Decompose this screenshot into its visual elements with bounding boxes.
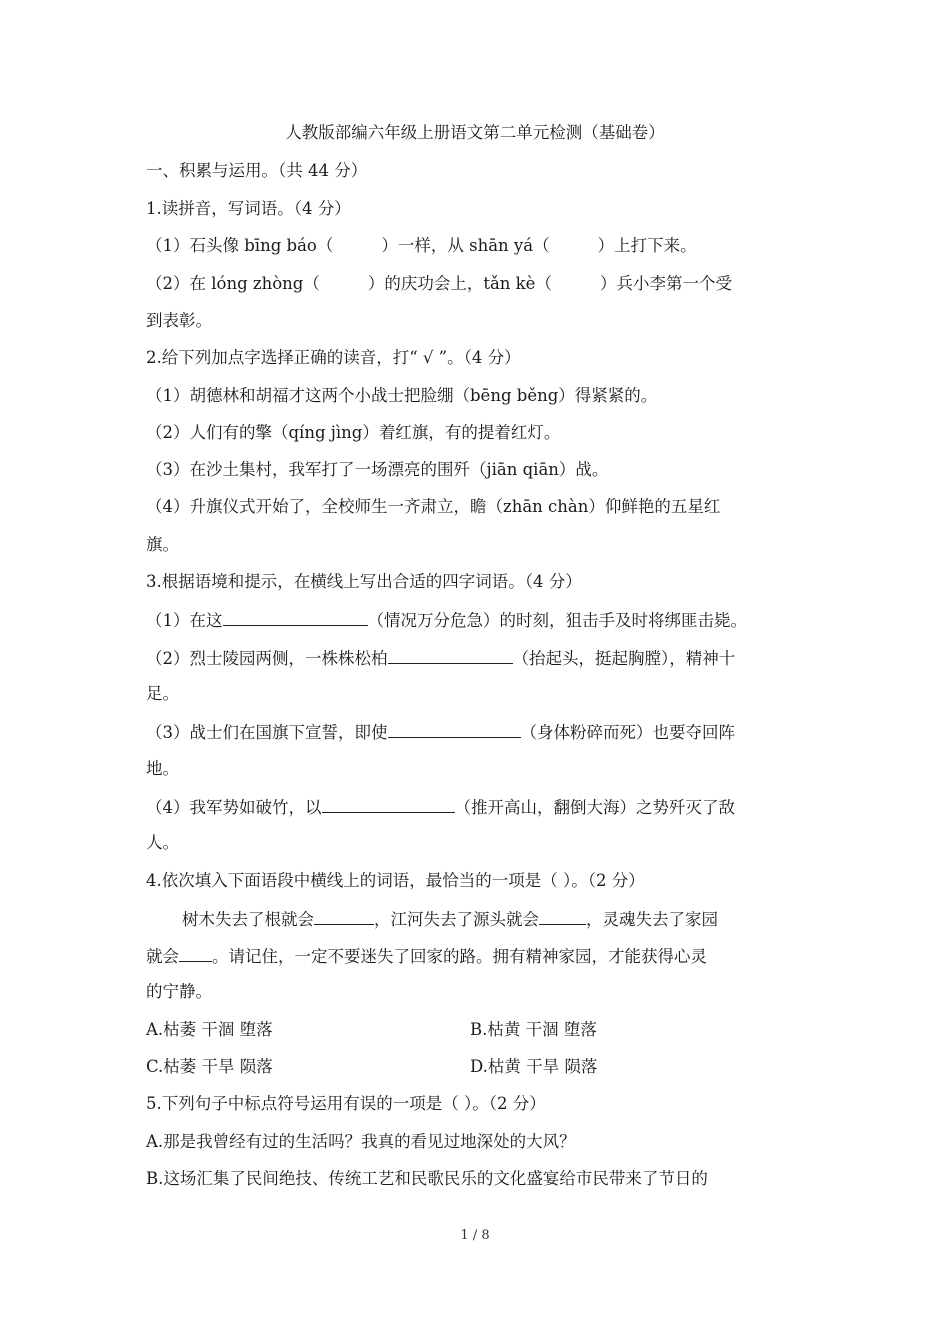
question-1-line-1 <box>146 235 697 257</box>
question-4-passage-line-2 <box>146 944 707 968</box>
text: （抬起头，挺起胸膛），精神十 <box>512 649 736 668</box>
text: （1）在这 <box>146 611 223 630</box>
question-3-item-2 <box>146 646 735 670</box>
question-3-item-4 <box>146 795 735 819</box>
section-heading: 一、积累与运用。（共 44 分） <box>146 161 368 180</box>
question-1-line-2 <box>146 273 732 295</box>
text: ）兵小李第一个受 <box>599 274 732 293</box>
question-4-option-c[interactable]: C.枯萎 干旱 陨落 <box>146 1057 273 1076</box>
question-4-passage-line-3: 的宁静。 <box>146 982 212 1001</box>
question-3-stem: 3.根据语境和提示，在横线上写出合适的四字词语。（4 分） <box>146 572 582 591</box>
text: （2）烈士陵园两侧，一株株松柏 <box>146 649 388 668</box>
text: （2）在 lóng zhòng（ <box>146 274 320 293</box>
answer-blank[interactable] <box>388 720 521 738</box>
question-5-stem: 5.下列句子中标点符号运用有误的一项是（ ）。（2 分） <box>146 1094 546 1113</box>
question-4-option-b[interactable]: B.枯黄 干涸 堕落 <box>470 1020 597 1039</box>
text: （身体粉碎而死）也要夺回阵 <box>520 723 735 742</box>
text: 树木失去了根就会 <box>182 910 314 929</box>
text: （情况万分危急）的时刻，狙击手及时将绑匪击毙。 <box>367 611 747 630</box>
question-2-stem: 2.给下列加点字选择正确的读音，打“ √ ”。（4 分） <box>146 348 521 367</box>
question-2-item-1: （1）胡德林和胡福才这两个小战士把脸绷（bēng běng）得紧紧的。 <box>146 386 658 405</box>
text: ，江河失去了源头就会 <box>374 910 539 929</box>
question-4-option-d[interactable]: D.枯黄 干旱 陨落 <box>470 1057 598 1076</box>
question-3-item-3-cont: 地。 <box>146 759 179 778</box>
answer-blank[interactable] <box>539 907 586 925</box>
text: （推开高山，翻倒大海）之势歼灭了敌 <box>454 798 735 817</box>
text: ）一样，从 shān yá（ <box>381 236 550 255</box>
text: 就会 <box>146 947 179 966</box>
question-2-item-3: （3）在沙土集村，我军打了一场漂亮的围歼（jiān qiān）战。 <box>146 460 609 479</box>
question-4-stem: 4.依次填入下面语段中横线上的词语，最恰当的一项是（ ）。（2 分） <box>146 871 645 890</box>
text: （4）我军势如破竹，以 <box>146 798 322 817</box>
document-title: 人教版部编六年级上册语文第二单元检测（基础卷） <box>285 123 665 142</box>
question-3-item-3 <box>146 720 735 744</box>
text: ）的庆功会上，tǎn kè（ <box>367 274 552 293</box>
answer-blank[interactable] <box>388 646 513 664</box>
question-3-item-1 <box>146 608 747 632</box>
question-2-item-2: （2）人们有的擎（qíng jìng）着红旗，有的提着红灯。 <box>146 423 561 442</box>
question-4-passage-line-1 <box>182 907 718 931</box>
question-3-item-2-cont: 足。 <box>146 684 179 703</box>
question-1-line-3: 到表彰。 <box>146 311 212 330</box>
text: （3）战士们在国旗下宣誓，即使 <box>146 723 388 742</box>
answer-blank[interactable] <box>223 608 368 626</box>
question-3-item-4-cont: 人。 <box>146 833 179 852</box>
text: ）上打下来。 <box>597 236 697 255</box>
question-2-item-4-cont: 旗。 <box>146 535 179 554</box>
question-2-item-4: （4）升旗仪式开始了，全校师生一齐肃立，瞻（zhān chàn）仰鲜艳的五星红 <box>146 497 721 516</box>
question-5-option-a[interactable]: A.那是我曾经有过的生活吗？我真的看见过地深处的大风？ <box>146 1132 576 1151</box>
question-5-option-b[interactable]: B.这场汇集了民间绝技、传统工艺和民歌民乐的文化盛宴给市民带来了节日的 <box>146 1169 708 1188</box>
text: ，灵魂失去了家园 <box>586 910 718 929</box>
question-4-option-a[interactable]: A.枯萎 干涸 堕落 <box>146 1020 273 1039</box>
answer-blank[interactable] <box>322 795 455 813</box>
answer-blank[interactable] <box>179 944 212 962</box>
text: 。请记住，一定不要迷失了回家的路。拥有精神家园，才能获得心灵 <box>212 947 707 966</box>
question-1-stem: 1.读拼音，写词语。（4 分） <box>146 199 351 218</box>
page-number: 1 / 8 <box>460 1228 490 1243</box>
text: （1）石头像 bīng báo（ <box>146 236 334 255</box>
answer-blank[interactable] <box>314 907 374 925</box>
